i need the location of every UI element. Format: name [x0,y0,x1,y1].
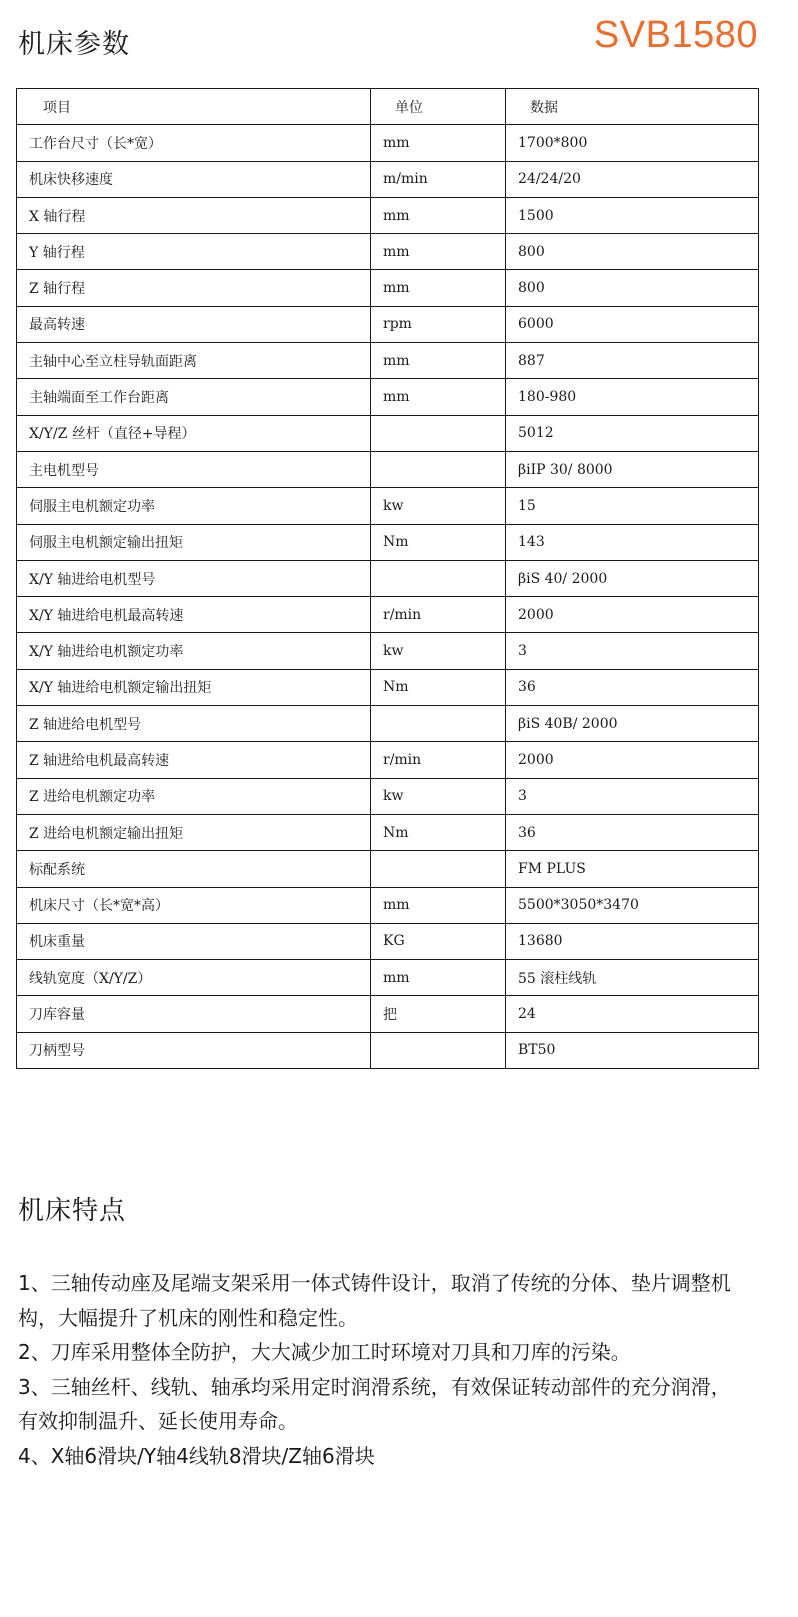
cell-value: 887 [506,343,759,379]
cell-value: BT50 [506,1032,759,1068]
cell-unit [371,1032,506,1068]
cell-item: 主轴中心至立柱导轨面距离 [17,343,371,379]
cell-item: Y 轴行程 [17,234,371,270]
cell-value: 13680 [506,923,759,959]
cell-unit: m/min [371,161,506,197]
cell-value: βiIP 30/ 8000 [506,451,759,487]
table-row [17,234,759,270]
cell-unit [371,851,506,887]
cell-unit: mm [371,887,506,923]
cell-unit: rpm [371,306,506,342]
cell-unit [371,451,506,487]
table-row [17,814,759,850]
cell-value: 24/24/20 [506,161,759,197]
table-row [17,778,759,814]
spec-table-body [17,125,759,1069]
cell-value: βiS 40/ 2000 [506,560,759,596]
cell-value: 1700*800 [506,125,759,161]
cell-value: 800 [506,270,759,306]
cell-unit: r/min [371,597,506,633]
cell-unit [371,560,506,596]
cell-unit: mm [371,197,506,233]
feature-line: 1、三轴传动座及尾端支架采用一体式铸件设计，取消了传统的分体、垫片调整机 [18,1271,731,1295]
cell-unit: mm [371,125,506,161]
cell-item: X 轴行程 [17,197,371,233]
cell-item: Z 进给电机额定输出扭矩 [17,814,371,850]
cell-item: Z 轴进给电机最高转速 [17,742,371,778]
cell-value: βiS 40B/ 2000 [506,706,759,742]
cell-unit: Nm [371,814,506,850]
table-row [17,597,759,633]
cell-value: 180-980 [506,379,759,415]
column-header-item: 项目 [17,89,371,125]
cell-item: X/Y 轴进给电机型号 [17,560,371,596]
cell-value: 36 [506,814,759,850]
cell-value: 3 [506,633,759,669]
cell-unit: kw [371,488,506,524]
table-row [17,1032,759,1068]
table-row [17,923,759,959]
table-row [17,524,759,560]
table-row [17,851,759,887]
table-row [17,669,759,705]
cell-unit: mm [371,379,506,415]
cell-item: 机床快移速度 [17,161,371,197]
cell-unit: r/min [371,742,506,778]
cell-item: 伺服主电机额定功率 [17,488,371,524]
table-row [17,887,759,923]
table-row [17,379,759,415]
cell-unit [371,415,506,451]
table-row [17,560,759,596]
features-list [18,1266,758,1473]
cell-unit: mm [371,270,506,306]
feature-line: 有效抑制温升、延长使用寿命。 [18,1409,298,1433]
page-header [0,0,798,88]
table-row [17,270,759,306]
cell-value: 143 [506,524,759,560]
cell-item: 机床尺寸（长*宽*高） [17,887,371,923]
table-header-row [17,89,759,125]
features-title: 机床特点 [18,1196,127,1226]
cell-item: Z 进给电机额定功率 [17,778,371,814]
cell-item: 刀柄型号 [17,1032,371,1068]
cell-unit: kw [371,778,506,814]
cell-item: 刀库容量 [17,996,371,1032]
cell-value: 3 [506,778,759,814]
column-header-value: 数据 [506,89,759,125]
table-row [17,742,759,778]
cell-value: 800 [506,234,759,270]
cell-unit: mm [371,343,506,379]
cell-item: 工作台尺寸（长*宽） [17,125,371,161]
cell-unit: Nm [371,669,506,705]
cell-item: X/Y 轴进给电机额定输出扭矩 [17,669,371,705]
cell-unit [371,706,506,742]
table-row [17,415,759,451]
feature-line: 4、X轴6滑块/Y轴4线轨8滑块/Z轴6滑块 [18,1443,375,1468]
cell-value: 5012 [506,415,759,451]
cell-item: 伺服主电机额定输出扭矩 [17,524,371,560]
cell-value: 6000 [506,306,759,342]
cell-unit: mm [371,234,506,270]
table-row [17,706,759,742]
table-row [17,161,759,197]
cell-value: 5500*3050*3470 [506,887,759,923]
cell-item: X/Y/Z 丝杆（直径+导程） [17,415,371,451]
page-title: 机床参数 [18,29,130,60]
cell-item: X/Y 轴进给电机额定功率 [17,633,371,669]
cell-unit: Nm [371,524,506,560]
table-row [17,451,759,487]
feature-line: 2、刀库采用整体全防护，大大减少加工时环境对刀具和刀库的污染。 [18,1340,631,1364]
cell-value: FM PLUS [506,851,759,887]
cell-value: 24 [506,996,759,1032]
cell-item: Z 轴行程 [17,270,371,306]
cell-item: X/Y 轴进给电机最高转速 [17,597,371,633]
table-row [17,306,759,342]
model-name: SVB1580 [593,14,758,56]
table-row [17,633,759,669]
cell-item: Z 轴进给电机型号 [17,706,371,742]
cell-item: 主电机型号 [17,451,371,487]
cell-value: 36 [506,669,759,705]
table-row [17,960,759,996]
cell-item: 机床重量 [17,923,371,959]
cell-unit: kw [371,633,506,669]
table-row [17,488,759,524]
cell-value: 2000 [506,742,759,778]
cell-value: 1500 [506,197,759,233]
cell-item: 最高转速 [17,306,371,342]
cell-value: 55 滚柱线轨 [506,960,759,996]
table-row [17,197,759,233]
cell-value: 2000 [506,597,759,633]
cell-item: 线轨宽度（X/Y/Z） [17,960,371,996]
cell-item: 标配系统 [17,851,371,887]
table-row [17,125,759,161]
cell-value: 15 [506,488,759,524]
feature-line: 3、三轴丝杆、线轨、轴承均采用定时润滑系统，有效保证转动部件的充分润滑， [18,1374,731,1399]
table-row [17,343,759,379]
spec-table [16,88,759,1069]
cell-unit: KG [371,923,506,959]
feature-line: 构，大幅提升了机床的刚性和稳定性。 [18,1305,358,1330]
cell-unit: mm [371,960,506,996]
table-row [17,996,759,1032]
cell-item: 主轴端面至工作台距离 [17,379,371,415]
cell-unit: 把 [371,996,506,1032]
column-header-unit: 单位 [371,89,506,125]
